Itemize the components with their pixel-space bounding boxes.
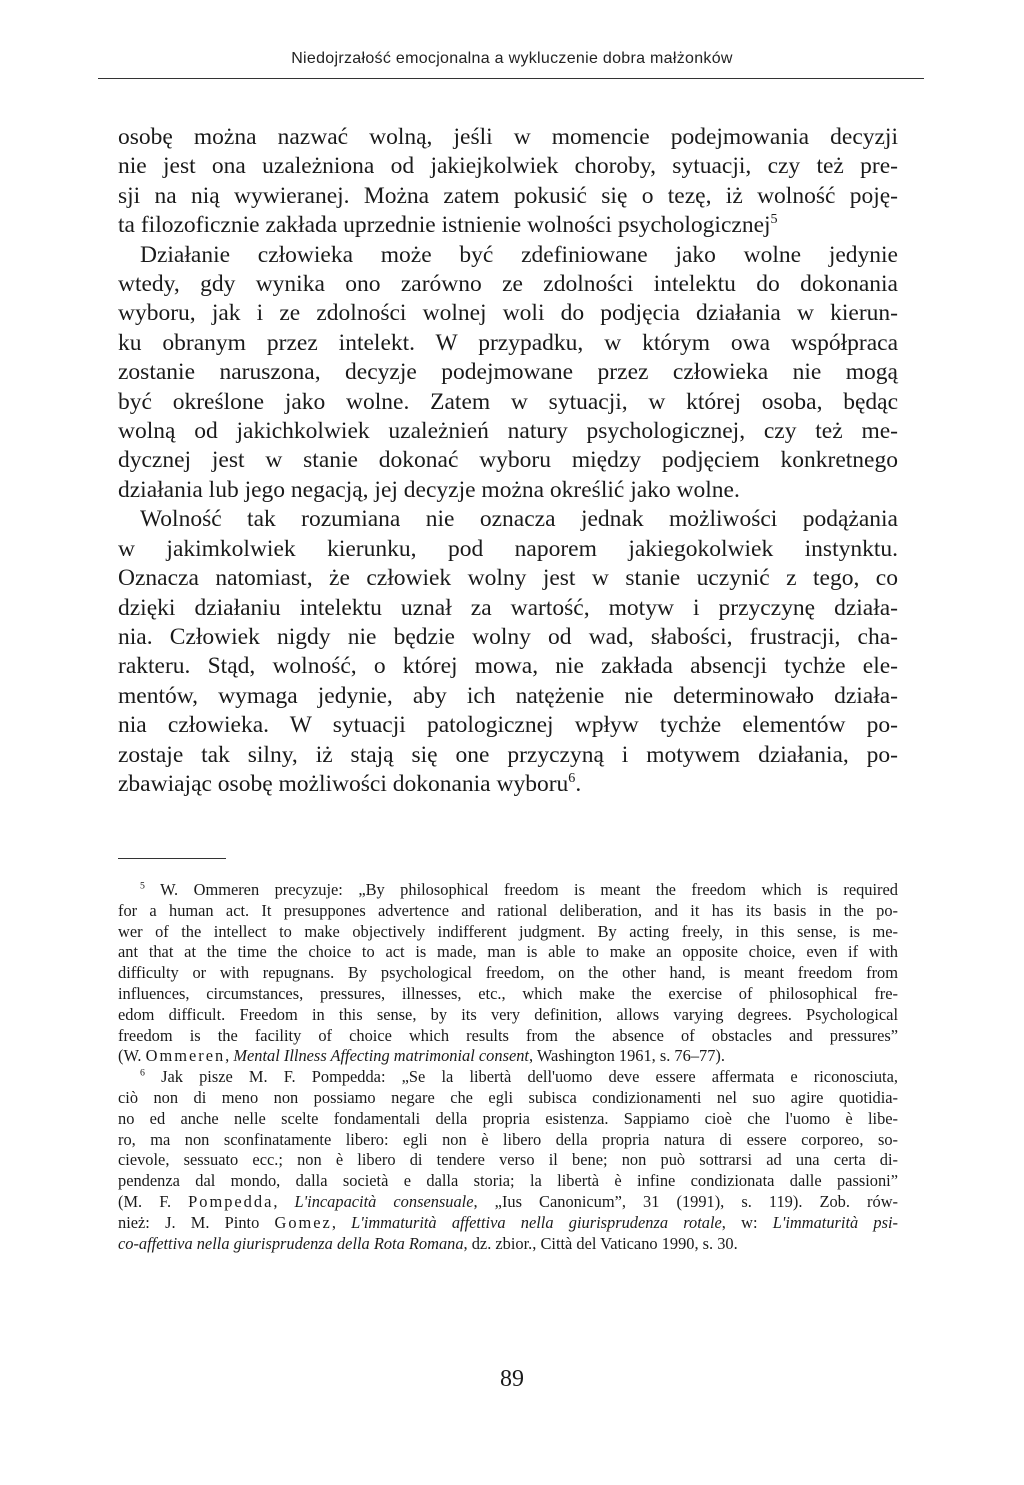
footnote-line: pendenza dal mondo, dalla società e dalla storia; la libertà è infine condizionata dalle passioni” (118, 1171, 898, 1191)
footnote-mark: 5 (140, 880, 145, 892)
body-line: wtedy, gdy wynika ono zarówno ze zdolności intelektu do dokonania (118, 271, 898, 298)
footnote-line: nież: J. M. Pinto Gomez, L'immaturità affettiva nella giurisprudenza rotale, w: L'immaturità psi- (118, 1212, 898, 1232)
citation-author: Pompedda (188, 1191, 274, 1211)
footnote-line: difficulty or with repugnans. By psychological freedom, on the other hand, is meant freedom from (118, 963, 898, 983)
body-line: ku obranym przez intelekt. W przypadku, w którym owa współpraca (118, 329, 898, 356)
body-line: sji na nią wywieranej. Można zatem pokusić się o tezę, iż wolność poję- (118, 182, 898, 209)
body-line: w jakimkolwiek kierunku, pod naporem jakiegokolwiek instynktu. (118, 535, 898, 562)
body-line: nie jest ona uzależniona od jakiejkolwiek choroby, sytuacji, czy też pre- (118, 153, 898, 180)
citation-title: co-affettiva nella giurisprudenza della Rota Romana (118, 1233, 464, 1253)
body-line: Działanie człowieka może być zdefiniowane jako wolne jedynie (140, 241, 898, 268)
footnote-line: ro, ma non sconfinatamente libero: egli non è libero della propria natura di essere corporeo, so- (118, 1129, 898, 1149)
page-number: 89 (500, 1366, 524, 1392)
body-line: Wolność tak rozumiana nie oznacza jednak możliwości podążania (140, 506, 898, 533)
citation-author: Ommeren (145, 1046, 226, 1066)
body-line: nia. Człowiek nigdy nie będzie wolny od wad, słabości, frustracji, cha- (118, 623, 898, 650)
citation-title: Mental Illness Affecting matrimonial consent (233, 1046, 529, 1066)
body-line: ta filozoficznie zakłada uprzednie istnienie wolności psychologicznej$^5$ (118, 211, 778, 239)
citation-title: L'immaturità psi- (772, 1212, 898, 1232)
footnote-line: cievole, sessuato ecc.; non è libero di tendere verso il bene; non può sottrarsi ad una certa di- (118, 1150, 898, 1170)
footnote-6 (118, 1067, 898, 1254)
body-line: nia człowieka. W sytuacji patologicznej wpływ tychże elementów po- (118, 712, 898, 739)
body-line: rakteru. Stąd, wolność, o której mowa, nie zakłada absencji tychże ele- (118, 653, 898, 680)
body-line: dzięki działaniu intelektu uznał za wartość, motyw i przyczynę działa- (118, 594, 898, 621)
footnote-line: ciò non di meno non possiamo negare che egli subisca condizionamenti nel suo agire quotidia- (118, 1087, 898, 1107)
footnote-5 (118, 880, 898, 1067)
footnote-line: (M. F. Pompedda, L'incapacità consensuale, „Ius Canonicum”, 31 (1991), s. 119). Zob. rów- (118, 1191, 898, 1211)
body-line: wolną od jakichkolwiek uzależnień natury psychologicznej, czy też me- (118, 418, 898, 445)
footnote-line: $^5$ W. Ommeren precyzuje: „By philosophical freedom is meant the freedom which is required (140, 880, 898, 899)
footnotes (118, 880, 898, 1254)
citation-title: L'immaturità affettiva nella giurisprudenza rotale (351, 1212, 722, 1232)
citation-title: L'incapacità consensuale (294, 1191, 474, 1211)
footnote-line: no ed anche nelle scelte fondamentali della propria esistenza. Sappiamo cioè che l'uomo è libe- (118, 1108, 898, 1128)
footnote-line: $^6$ Jak pisze M. F. Pompedda: „Se la libertà dell'uomo deve essere affermata e riconosciuta, (140, 1067, 898, 1087)
footnote-line: co-affettiva nella giurisprudenza della Rota Romana, dz. zbior., Città del Vaticano 1990, s. 30. (118, 1233, 738, 1253)
body-line: osobę można nazwać wolną, jeśli w momencie podejmowania decyzji (118, 124, 898, 150)
body-line: mentów, wymaga jedynie, aby ich natężenie nie determinowało działa- (118, 682, 898, 709)
footnote-ref: 6 (568, 770, 576, 787)
body-line: zostaje tak silny, iż stają się one przyczyną i motywem działania, po- (118, 741, 898, 768)
body-line: wyboru, jak i ze zdolności wolnej woli do podjęcia działania w kierun- (118, 300, 898, 327)
footnote-line: for a human act. It presuppones advertence and rational deliberation, and it has its basis in the po- (118, 900, 898, 920)
footnote-line: freedom is the facility of choice which results from the absence of obstacles and pressures” (118, 1025, 898, 1045)
body-line: dycznej jest w stanie dokonać wyboru między podjęciem konkretnego (118, 447, 898, 474)
main-text (118, 123, 898, 799)
running-head: Niedojrzałość emocjonalna a wykluczenie dobra małżonków (291, 50, 733, 67)
footnote-line: ant that at the time the choice to act is made, man is able to make an opposite choice, even if with (118, 942, 898, 962)
footnote-mark: 6 (140, 1067, 145, 1079)
footnote-rule (118, 858, 226, 859)
body-line: działania lub jego negacją, jej decyzje można określić jako wolne. (118, 476, 740, 503)
body-line: zostanie naruszona, decyzje podejmowane przez człowieka nie mogą (118, 359, 898, 386)
body-line: zbawiając osobę możliwości dokonania wyboru$^6$. (118, 770, 582, 797)
footnote-line: edom difficult. Freedom in this sense, by its very definition, allows varying degrees. Psychological (118, 1004, 898, 1024)
body-line: być określone jako wolne. Zatem w sytuacji, w której osoba, będąc (118, 388, 898, 415)
header-rule (98, 78, 924, 79)
footnote-ref: 5 (770, 211, 778, 228)
body-line: Oznacza natomiast, że człowiek wolny jest w stanie uczynić z tego, co (118, 565, 898, 592)
citation-author: Gomez (274, 1212, 332, 1232)
footnote-line: wer of the intellect to make objectively indifferent judgment. By acting freely, in this sense, is me- (118, 921, 898, 941)
footnote-line: (W. Ommeren, Mental Illness Affecting matrimonial consent, Washington 1961, s. 76–77). (118, 1046, 725, 1066)
footnote-line: influences, circumstances, pressures, illnesses, etc., which make the exercise of philosophical fre- (118, 983, 898, 1003)
